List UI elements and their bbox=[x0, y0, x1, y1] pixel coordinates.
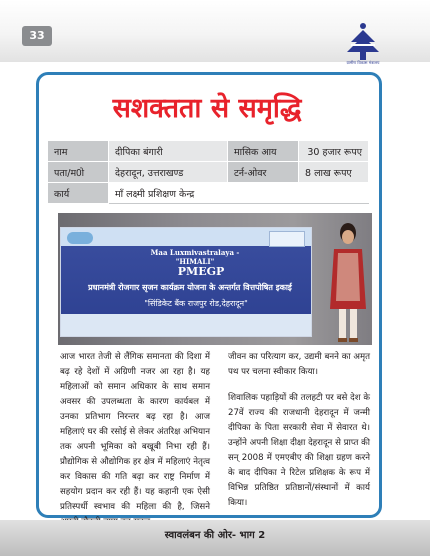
banner-line-4: "सिंडिकेट बैंक राजपुर रोड,देहरादून" bbox=[144, 299, 248, 308]
banner-line-1: Maa Luxmivastralaya -"HIMALI" bbox=[150, 248, 240, 266]
income-label: मासिक आय bbox=[228, 141, 299, 162]
profile-row-address bbox=[48, 162, 369, 183]
work-value: माँ लक्ष्मी प्रशिक्षण केन्द्र bbox=[109, 183, 369, 204]
body-column-right bbox=[228, 350, 370, 522]
logo-caption: ग्रामीण विकास मंत्रालय bbox=[346, 60, 380, 65]
pmegp-banner bbox=[60, 227, 312, 337]
ministry-logo-icon bbox=[346, 22, 380, 62]
body-column-left bbox=[60, 350, 210, 541]
footer-series-title: स्वावलंबन की ओर- भाग 2 bbox=[164, 530, 266, 541]
name-value: दीपिका बंगारी bbox=[109, 141, 228, 162]
banner-line-3: प्रधानमंत्री रोजगार सृजन कार्यक्रम योजना के अन्तर्गत वित्तपोषित इकाई bbox=[88, 283, 292, 292]
body-paragraph: आज भारत तेजी से लैंगिक समानता की दिशा में बढ़ रहे देशों में अग्रिणी नजर आ रहा है। यह महिलाओं को समान अधिकार के साथ समान अवसर की उपलब्धता के कारण कार्यबल में उनका प्रतिभाग निरन्तर बढ़ रहा है। आज महिलाएं घर की रसोई से लेकर अंतरिक्ष अभियान तक अपनी भूमिका को बखूबी निभा रही हैं। प्रौद्योगिक से औद्योगिक हर क्षेत्र में महिलाएं नेतृत्व कर विकास की गति बढ़ा कर राष्ट्र निर्माण में सहयोग प्रदान कर रही हैं। यह कहानी एक ऐसी प्रतिस्पर्धी स्वभाव की महिला की है, जिसने bbox=[60, 352, 210, 512]
banner-line-2: PMEGP bbox=[177, 265, 225, 278]
article-title: सशक्तता से समृद्धि bbox=[112, 93, 302, 124]
income-value: 30 हजार रूपए bbox=[299, 141, 369, 162]
body-paragraph: जीवन का परित्याग कर, उद्यमी बनने का अमृत पथ पर चलना स्वीकार किया। bbox=[228, 352, 370, 377]
woman-figure-icon bbox=[326, 221, 370, 345]
profile-table bbox=[47, 140, 369, 204]
address-label: पता/म0ो bbox=[48, 162, 109, 183]
turnover-value: 8 लाख रूपए bbox=[299, 162, 369, 183]
banner-left-logo-icon bbox=[67, 232, 93, 244]
name-label: नाम bbox=[48, 141, 109, 162]
entrepreneur-photo bbox=[58, 213, 372, 345]
page-number: 33 bbox=[22, 26, 52, 46]
turnover-label: टर्न-ओवर bbox=[228, 162, 299, 183]
banner-right-logo-icon bbox=[269, 231, 305, 247]
profile-row-work bbox=[48, 183, 369, 204]
work-label: कार्य bbox=[48, 183, 109, 204]
profile-row-name bbox=[48, 141, 369, 162]
address-value: देहरादून, उत्तराखण्ड bbox=[109, 162, 228, 183]
body-paragraph: शिवालिक पहाड़ियों की तलहटी पर बसे देश के 27वें राज्य की राजधानी देहरादून में जन्मी दीपिका के पिता सरकारी सेवा में सेवारत थे। उन्होंने अपनी शिक्षा दीक्षा देहरादून से प्राप्त की सन् 2008 में एमएबीए की शिक्षा ग्रहण करने के बाद दीपिका ने रिटेल प्रशिक्षक के रूप में विभिन्न प्रतिष्ठित प्रतिष्ठानों/संस्थानों में कार्य किया। bbox=[228, 393, 370, 508]
